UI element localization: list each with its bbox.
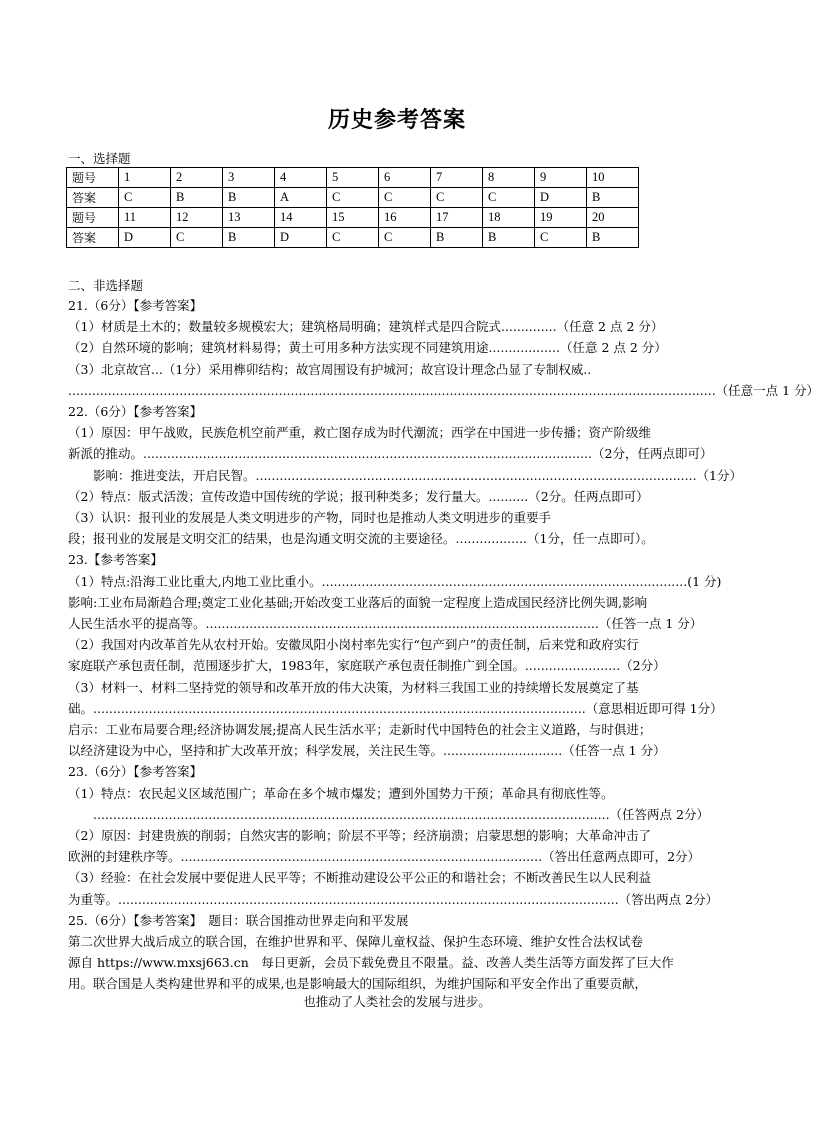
answer-line: （3）认识：报刊业的发展是人类文明进步的产物，同时也是推动人类文明进步的重要手 [68, 510, 551, 525]
answer-line: 用。联合国是人类构建世界和平的成果,也是影响最大的国际组织，为维护国际和平安全作出了重要贡献， [68, 976, 647, 992]
section-choice-heading: 一、选择题 [68, 151, 131, 166]
table-cell: C [431, 188, 483, 208]
table-cell: 9 [535, 168, 587, 188]
table-cell: 14 [275, 208, 327, 228]
table-cell: B [223, 188, 275, 208]
table-cell: 10 [587, 168, 639, 188]
answer-line: 25.（6分）【参考答案】 题目：联合国推动世界走向和平发展 [68, 912, 409, 928]
table-row [67, 188, 639, 208]
table-cell: B [587, 228, 639, 248]
answer-line: （2）自然环境的影响；建筑材料易得；黄土可用多种方法实现不同建筑用途..................（任意 2 点 2 分） [68, 340, 667, 356]
answer-line: （3）北京故宫...（1分）采用榫卯结构；故宫周围设有护城河；故宫设计理念凸显了专制权威.. [68, 361, 592, 377]
answer-line: 人民生活水平的提高等。...................................................................................................（任答一点 1 分） [68, 616, 703, 631]
table-cell: 18 [483, 208, 535, 228]
answer-line: 第二次世界大战后成立的联合国，在维护世界和平、保障儿童权益、保护生态环境、维护女性合法权试卷 [68, 934, 644, 949]
table-cell: B [587, 188, 639, 208]
table-cell: B [431, 228, 483, 248]
answer-line: 22.（6分）【参考答案】 [68, 404, 203, 419]
section-nonchoice-heading: 二、非选择题 [68, 278, 144, 293]
answer-line: （1）原因：甲午战败，民族危机空前严重，救亡图存成为时代潮流；西学在中国进一步传播；资产阶级维 [68, 425, 651, 441]
answer-line: 影响:工业布局渐趋合理;奠定工业化基础;开始改变工业落后的面貌一定程度上造成国民经济比例失调,影响 [68, 594, 648, 610]
table-cell: C [171, 228, 223, 248]
answer-line: （2）原因：封建贵族的削弱；自然灾害的影响；阶层不平等；经济崩溃；启蒙思想的影响；大革命冲击了 [68, 828, 651, 843]
row-label: 答案 [67, 188, 119, 208]
answer-line: 影响：推进变法，开启民智。...............................................................................................................（1分） [68, 467, 742, 483]
answer-line: 段；报刊业的发展是文明交汇的结果，也是沟通文明交流的主要途径。..................（1分，任一点即可）。 [68, 531, 654, 547]
answer-line: 欧洲的封建秩序等。...........................................................................................（答出任意两点即可，2分） [68, 849, 701, 865]
table-cell: D [119, 228, 171, 248]
table-cell: C [327, 188, 379, 208]
answer-line: （1）特点：农民起义区域范围广；革命在多个城市爆发；遭到外国势力干预；革命具有彻底性等。 [68, 785, 614, 801]
answer-table [66, 167, 639, 248]
table-cell: D [535, 188, 587, 208]
table-cell: C [327, 228, 379, 248]
table-cell: 7 [431, 168, 483, 188]
answer-line: （2）我国对内改革首先从农村开始。安徽凤阳小岗村率先实行“包产到户”的责任制，后来党和政府实行 [68, 637, 639, 653]
table-row [67, 208, 639, 228]
answer-line: 以经济建设为中心，坚持和扩大改革开放；科学发展，关注民生等。..............................（任答一点 1 分） [68, 743, 666, 759]
table-cell: 16 [379, 208, 431, 228]
table-cell: 17 [431, 208, 483, 228]
body-last-line: 也推动了人类社会的发展与进步。 [303, 994, 491, 1009]
table-cell: 8 [483, 168, 535, 188]
answer-line: 启示：工业布局要合理;经济协调发展;提高人民生活水平；走新时代中国特色的社会主义道路，与时俱进； [68, 722, 652, 737]
answer-line: （1）特点:沿海工业比重大,内地工业比重小。............................................................................................(1 分) [68, 573, 722, 589]
table-cell: 4 [275, 168, 327, 188]
answer-line: （3）材料一、材料二坚持党的领导和改革开放的伟大决策，为材料三我国工业的持续增长发展奠定了基 [68, 679, 639, 695]
table-row [67, 168, 639, 188]
table-cell: C [379, 188, 431, 208]
table-cell: B [483, 228, 535, 248]
table-cell: 1 [119, 168, 171, 188]
table-cell: 2 [171, 168, 223, 188]
table-cell: C [535, 228, 587, 248]
table-cell: 15 [327, 208, 379, 228]
answer-line: 23.（6分）【参考答案】 [68, 764, 203, 780]
row-label: 题号 [67, 208, 119, 228]
table-cell: 20 [587, 208, 639, 228]
table-cell: C [379, 228, 431, 248]
answer-line: 源自 https://www.mxsj663.cn 每日更新，会员下载免费且不限量。益、改善人类生活等方面发挥了巨大作 [68, 955, 674, 971]
table-cell: B [223, 228, 275, 248]
answer-line: 家庭联产承包责任制，范围逐步扩大，1983年，家庭联产承包责任制推广到全国。........................（2分） [68, 658, 666, 674]
table-cell: 5 [327, 168, 379, 188]
answer-line: 21.（6分）【参考答案】 [68, 298, 203, 313]
table-cell: 12 [171, 208, 223, 228]
table-cell: 11 [119, 208, 171, 228]
table-cell: 3 [223, 168, 275, 188]
answer-line: 础。............................................................................................................................（意思相近即可得 1分） [68, 700, 723, 716]
answer-line: （1）材质是土木的；数量较多规模宏大；建筑格局明确；建筑样式是四合院式..............（任意 2 点 2 分） [68, 319, 664, 335]
table-cell: C [483, 188, 535, 208]
table-cell: 6 [379, 168, 431, 188]
table-cell: C [119, 188, 171, 208]
answer-line: 为重等。..............................................................................................................................（答出两点 2分） [68, 891, 719, 907]
answer-line: （2）特点：版式活泼；宣传改造中国传统的学说；报刊种类多；发行量大。..........（2分。任两点即可） [68, 488, 649, 504]
table-cell: B [171, 188, 223, 208]
answer-line: 新派的推动。.................................................................................................................（2分，任两点即可） [68, 446, 713, 462]
table-cell: 19 [535, 208, 587, 228]
table-cell: A [275, 188, 327, 208]
answer-line: ...................................................................................................................................................................（任意一点 1 分） [68, 382, 819, 398]
row-label: 答案 [67, 228, 119, 248]
page-title: 历史参考答案 [327, 107, 466, 133]
answer-line: ..................................................................................................................................（任答两点 2分） [68, 806, 709, 822]
table-cell: D [275, 228, 327, 248]
answer-line: （3）经验：在社会发展中要促进人民平等；不断推动建设公平公正的和谐社会；不断改善民生以人民利益 [68, 870, 651, 886]
row-label: 题号 [67, 168, 119, 188]
answer-line: 23.【参考答案】 [68, 552, 163, 568]
table-cell: 13 [223, 208, 275, 228]
table-row [67, 228, 639, 248]
